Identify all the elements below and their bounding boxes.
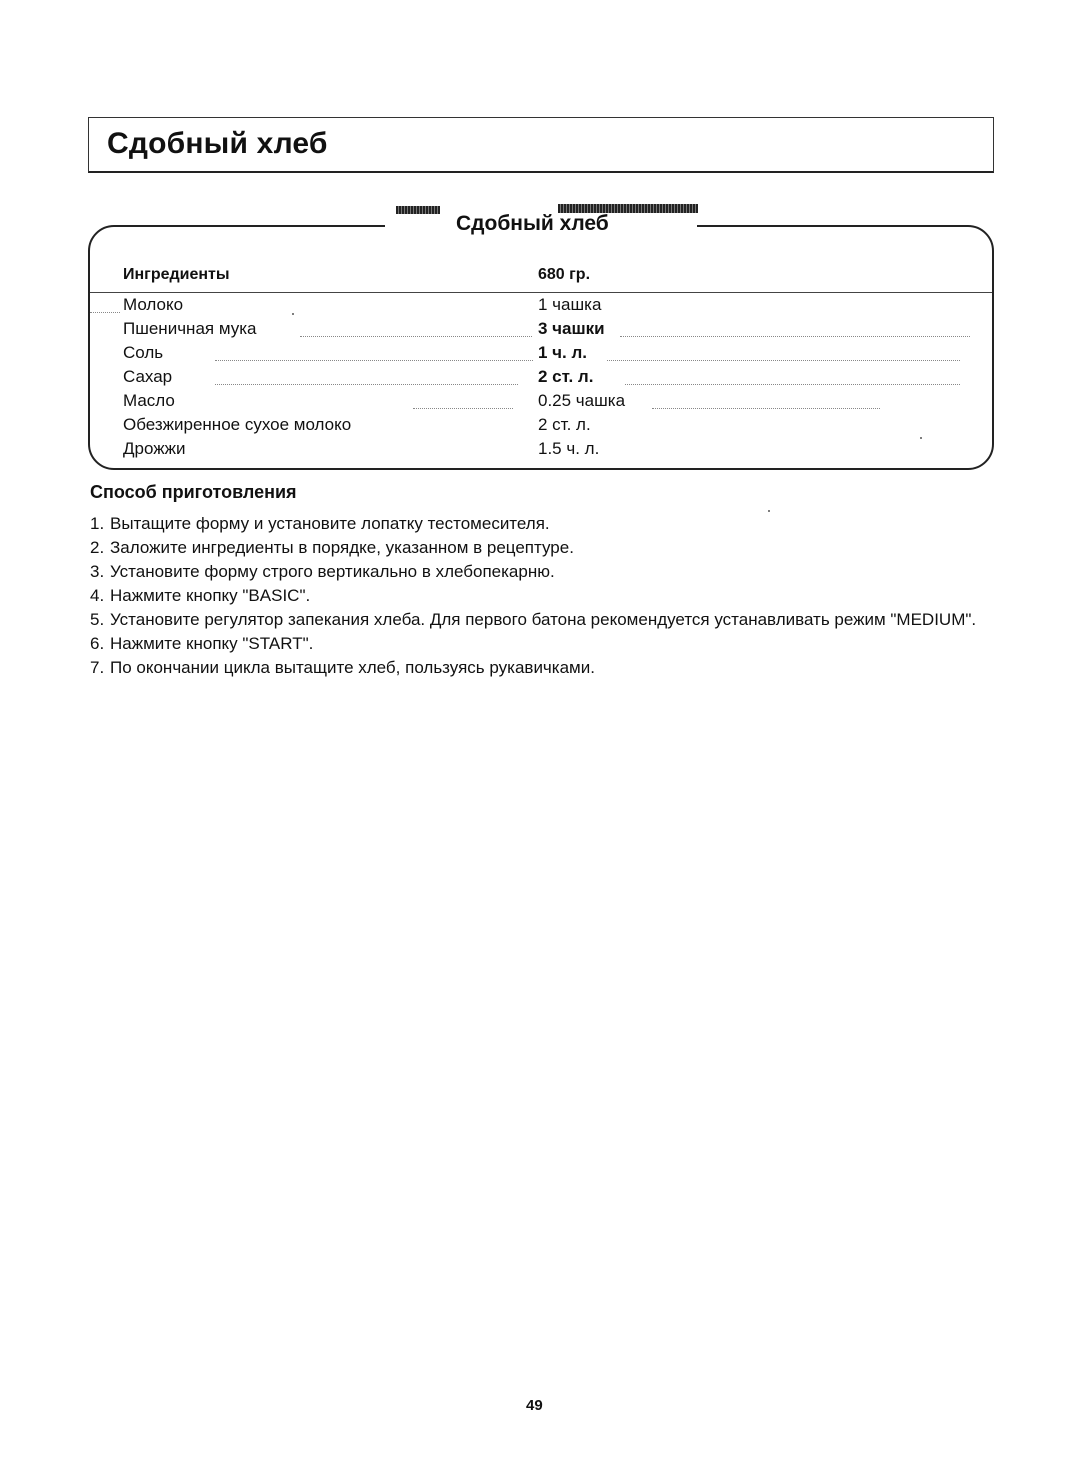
ingredient-amount: 3 чашки <box>538 319 605 338</box>
ingredient-name: Пшеничная мука <box>123 319 257 338</box>
ingredient-row <box>0 415 1076 439</box>
leader-dots <box>620 336 970 337</box>
ingredient-row <box>0 319 1076 343</box>
ingredient-name: Дрожжи <box>123 439 186 458</box>
leader-dots <box>90 312 120 313</box>
page-title: Сдобный хлеб <box>107 127 328 160</box>
step-number: 4. <box>90 586 105 605</box>
ingredient-amount: 2 ст. л. <box>538 415 591 434</box>
ingredient-row <box>0 367 1076 391</box>
method-step <box>90 632 990 656</box>
weight-header: 680 гр. <box>538 266 591 283</box>
ingredient-row <box>0 295 1076 319</box>
leader-dots <box>652 408 880 409</box>
method-step <box>90 536 990 560</box>
method-step <box>90 584 990 608</box>
ingredient-name: Сахар <box>123 367 173 386</box>
ingredient-amount: 0.25 чашка <box>538 391 626 410</box>
step-number: 3. <box>90 562 105 581</box>
step-number: 2. <box>90 538 105 557</box>
ingredient-amount: 1 чашка <box>538 295 602 314</box>
step-text: Нажмите кнопку "START". <box>110 634 314 653</box>
leader-dots <box>607 360 960 361</box>
step-text: Установите регулятор запекания хлеба. Для первого батона рекомендуется устанавливать режим "MEDIUM". <box>110 610 977 629</box>
ingredient-name: Обезжиренное сухое молоко <box>123 415 352 434</box>
step-text: Вытащите форму и установите лопатку тестомесителя. <box>110 514 550 533</box>
leader-dots <box>215 360 533 361</box>
header-divider <box>90 292 992 293</box>
scan-speck <box>920 437 922 439</box>
method-step <box>90 560 990 584</box>
recipe-title: Сдобный хлеб <box>456 212 609 235</box>
step-number: 6. <box>90 634 105 653</box>
step-number: 5. <box>90 610 105 629</box>
ingredient-row <box>0 343 1076 367</box>
leader-dots <box>300 336 532 337</box>
leader-dots <box>215 384 518 385</box>
ingredient-name: Масло <box>123 391 175 410</box>
ingredient-name: Соль <box>123 343 164 362</box>
scan-smudge <box>396 206 440 214</box>
ingredient-amount: 2 ст. л. <box>538 367 594 386</box>
ingredient-row <box>0 439 1076 463</box>
method-step <box>90 608 990 632</box>
step-number: 7. <box>90 658 105 677</box>
ingredient-row <box>0 391 1076 415</box>
method-step <box>90 656 990 680</box>
method-step <box>90 512 990 536</box>
step-number: 1. <box>90 514 105 533</box>
scan-speck <box>292 313 294 315</box>
ingredients-header: Ингредиенты <box>123 266 230 283</box>
ingredient-amount: 1 ч. л. <box>538 343 588 362</box>
scan-speck <box>768 510 770 512</box>
ingredient-amount: 1.5 ч. л. <box>538 439 600 458</box>
step-text: Установите форму строго вертикально в хлебопекарню. <box>110 562 555 581</box>
page-title-box <box>88 117 994 173</box>
leader-dots <box>625 384 960 385</box>
leader-dots <box>413 408 513 409</box>
method-steps <box>90 512 990 680</box>
ingredient-name: Молоко <box>123 295 184 314</box>
page-number: 49 <box>526 1397 543 1414</box>
step-text: По окончании цикла вытащите хлеб, пользуясь рукавичками. <box>110 658 595 677</box>
step-text: Нажмите кнопку "BASIC". <box>110 586 311 605</box>
step-text: Заложите ингредиенты в порядке, указанном в рецептуре. <box>110 538 574 557</box>
method-title: Способ приготовления <box>90 482 297 502</box>
